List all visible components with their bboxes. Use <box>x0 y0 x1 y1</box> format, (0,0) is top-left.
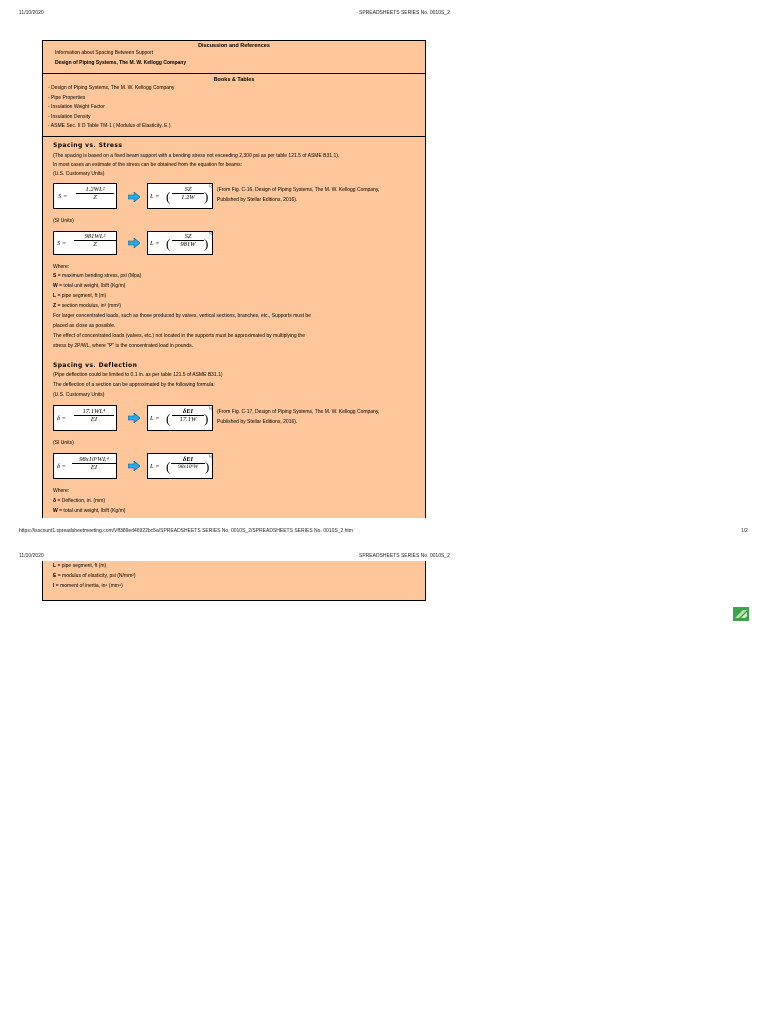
formula-denominator: 981W <box>180 241 196 248</box>
definition-row <box>53 282 125 292</box>
stress-si-formula <box>53 231 117 255</box>
book-item: - ASME Sec. II D Table TM-1 ( Modulus of Elasticity, E ) <box>48 123 171 129</box>
book-item: - Insulation Weight Factor <box>48 104 105 110</box>
book-item: - Design of Piping Systems, The M. W. Kellogg Company <box>48 85 175 91</box>
formula-lhs: L = <box>150 193 160 200</box>
discussion-info: Information about Spacing Between Support <box>55 50 154 56</box>
paren-right: ) <box>204 189 209 204</box>
formula-lhs: L = <box>150 240 160 247</box>
spreadsheet-logo-icon <box>733 607 749 621</box>
definition-symbol: I <box>53 583 55 589</box>
formula-denominator: EI <box>90 464 98 471</box>
definition-text: = total unit weight, lb/ft (Kg/m) <box>57 283 126 289</box>
deflection-us-result <box>147 405 213 431</box>
deflection-si-formula <box>53 453 117 479</box>
definition-symbol: L <box>53 563 57 569</box>
stress-us-formula <box>53 183 117 209</box>
arrow-right-icon <box>128 192 140 202</box>
definition-symbol: S <box>53 273 57 279</box>
definition-symbol: W <box>53 508 58 514</box>
formula-lhs: L = <box>150 463 160 470</box>
formula-numerator: SZ <box>172 186 204 194</box>
stress-note: The effect of concentrated loads (valves, etc.) not located in the supports must be approximated by multiplying the <box>53 333 305 339</box>
formula-numerator: 17.1WL⁴ <box>74 408 114 416</box>
deflection-intro: (Pipe deflection could be limited to 0.1 in. as per table 121.5 of ASME B31.1) <box>53 372 223 378</box>
definition-row <box>53 562 106 572</box>
formula-lhs: S = <box>57 240 67 247</box>
stress-units: (U.S. Customary Units) <box>53 171 105 177</box>
formula-numerator: SZ <box>172 233 204 241</box>
formula-denominator: Z <box>93 241 97 248</box>
definition-text: = Deflection, in. (mm) <box>56 498 106 504</box>
formula-exponent: ¼ <box>209 455 213 460</box>
paren-left: ( <box>166 189 171 204</box>
page-number: 1/2 <box>741 528 748 534</box>
definition-text: = pipe segment, ft (m) <box>56 293 107 299</box>
books-panel <box>42 73 426 137</box>
stress-us-result <box>147 183 213 209</box>
definition-row <box>53 572 136 582</box>
formula-denominator: 17.1W <box>179 416 197 423</box>
stress-reference: Published by Stellar Editions, 2016). <box>217 197 298 203</box>
arrow-right-icon <box>128 461 140 471</box>
definition-text: = total unit weight, lb/ft (Kg/m) <box>57 508 126 514</box>
definition-row <box>53 272 141 282</box>
definition-text: = moment of inertia, in⁴ (mm⁴) <box>54 583 123 589</box>
main-panel <box>42 136 426 518</box>
definition-symbol: L <box>53 293 57 299</box>
formula-denominator: 1.2W <box>181 194 195 201</box>
definition-row <box>53 292 106 302</box>
books-title: Books & Tables <box>213 77 255 83</box>
deflection-si-result <box>147 453 213 479</box>
formula-lhs: S = <box>58 193 68 200</box>
arrow-right-icon <box>128 413 140 423</box>
stress-intro: In most cases an estimate of the stress can be obtained from the equation for beams: <box>53 162 242 168</box>
formula-lhs: L = <box>150 415 160 422</box>
formula-denominator: 98x10⁹W <box>178 464 198 470</box>
footer-url: https://isscount1.spreadsheetmeeting.com/Vff389ed46922bc5a/SPREADSHEETS SERIES No. 0010S_2/SPREADSHEETS SERIES No. 0010S_2.htm <box>19 528 353 534</box>
stress-heading: Spacing vs. Stress <box>53 142 123 149</box>
paren-left: ( <box>166 236 171 251</box>
stress-where: Where: <box>53 264 70 270</box>
discussion-book: Design of Piping Systems, The M. W. Kellogg Company <box>55 59 187 66</box>
stress-si-result <box>147 231 213 255</box>
print-title: SPREADSHEETS SERIES No. 0010S_2 <box>359 553 450 559</box>
paren-left: ( <box>166 411 171 426</box>
formula-denominator: EI <box>90 416 98 423</box>
definition-text: = section modulus, in³ (mm³) <box>56 303 121 309</box>
formula-numerator: δEI <box>171 456 205 464</box>
definition-row <box>53 582 123 592</box>
paren-right: ) <box>204 236 209 251</box>
formula-lhs: δ = <box>57 415 67 422</box>
formula-numerator: 981WL² <box>74 233 116 241</box>
print-date: 11/10/2020 <box>19 553 44 559</box>
definition-symbol: W <box>53 283 58 289</box>
definition-row <box>53 497 105 507</box>
stress-intro: (The spacing is based on a fixed beam support with a bending stress not exceeding 2,300 psi as per table 121.5 of ASME B31.1). <box>53 153 340 159</box>
definition-symbol: E <box>53 573 57 579</box>
deflection-units: (U.S. Customary Units) <box>53 392 105 398</box>
main-panel-continued <box>42 561 426 601</box>
definition-symbol: Z <box>53 303 57 309</box>
deflection-si-label: (SI Units) <box>53 440 74 446</box>
formula-numerator: 1.2WL² <box>76 186 114 194</box>
definition-text: = modulus of elasticity, psi (N/mm²) <box>56 573 136 579</box>
discussion-panel <box>42 40 426 74</box>
deflection-where: Where: <box>53 488 70 494</box>
discussion-title: Discussion and References <box>198 43 270 49</box>
formula-numerator: δEI <box>172 408 204 416</box>
book-item: - Insulation Density <box>48 113 91 120</box>
deflection-heading: Spacing vs. Deflection <box>53 362 138 369</box>
stress-note: placed as close as possible. <box>53 323 116 329</box>
deflection-reference: (From Fig. C-17, Design of Piping Systems, The M. W. Kellogg Company, <box>217 409 380 415</box>
definition-symbol: δ <box>53 498 57 504</box>
arrow-right-icon <box>128 238 140 248</box>
stress-note: stress by 2P/WL, where "P" is the concentrated load in pounds. <box>53 343 194 349</box>
paren-right: ) <box>204 411 209 426</box>
formula-lhs: δ = <box>57 463 67 470</box>
paren-left: ( <box>166 459 171 474</box>
formula-exponent: ¼ <box>209 407 213 412</box>
formula-numerator: 98x10⁹WL⁴ <box>72 456 116 464</box>
formula-exponent: ½ <box>209 185 213 190</box>
print-title: SPREADSHEETS SERIES No. 0010S_2 <box>359 10 450 16</box>
formula-exponent: ½ <box>209 232 213 237</box>
formula-denominator: Z <box>93 194 97 201</box>
stress-si-label: (SI Units) <box>53 218 74 224</box>
definition-row <box>53 302 121 312</box>
deflection-intro: The deflection of a section can be approximated by the following formula: <box>53 382 215 388</box>
definition-text: = pipe segment, ft (m) <box>56 563 107 569</box>
definition-row <box>53 507 125 517</box>
deflection-reference: Published by Stellar Editions, 2016). <box>217 419 298 425</box>
stress-note: For larger concentrated loads, such as those produced by valves, vertical sections, branches, etc., Supports must be <box>53 313 311 319</box>
book-item: - Pipe Properties <box>48 94 86 101</box>
definition-text: = maximum bending stress, psi (Mpa) <box>56 273 142 279</box>
stress-reference: (From Fig. C-16, Design of Piping Systems, The M. W. Kellogg Company, <box>217 187 380 193</box>
paren-right: ) <box>205 459 210 474</box>
print-date: 11/10/2020 <box>19 10 44 16</box>
deflection-us-formula <box>53 405 117 431</box>
